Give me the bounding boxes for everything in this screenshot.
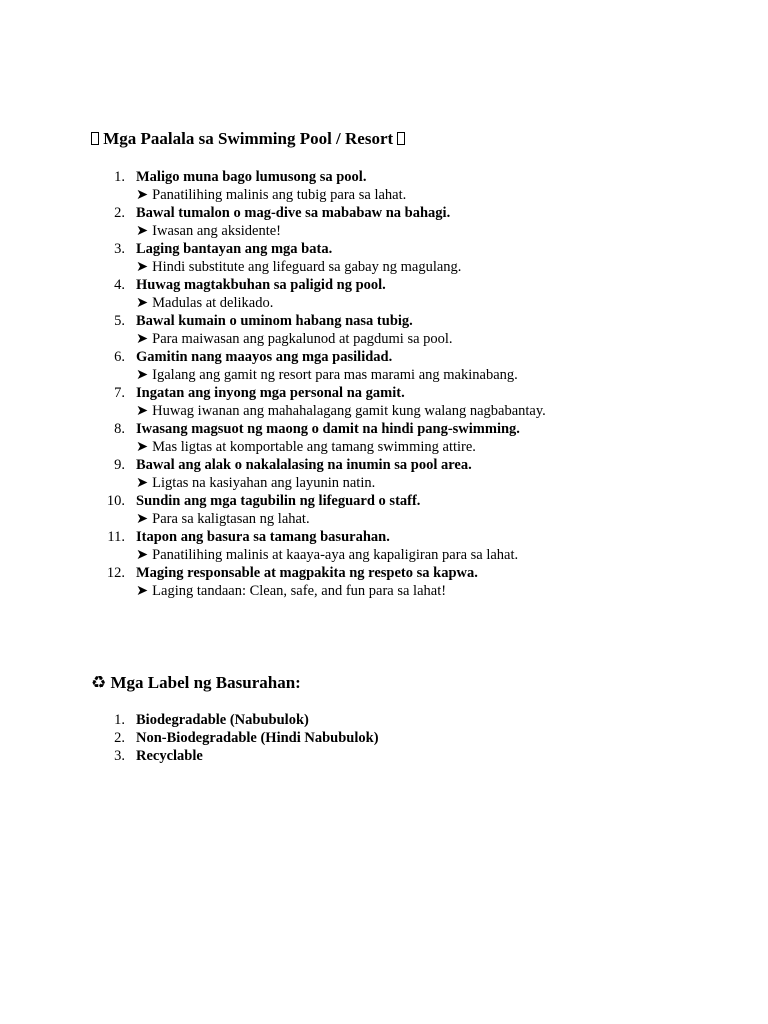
rule-note: [136, 474, 546, 492]
list-number: 12.: [106, 565, 125, 581]
rule-note-text: Hindi substitute ang lifeguard sa gabay ng magulang.: [152, 259, 462, 275]
list-item: [0, 240, 546, 276]
rule-note: [136, 258, 546, 276]
list-item: [0, 456, 546, 492]
list-number: 5.: [114, 313, 125, 329]
list-item: [0, 204, 546, 240]
rule-title: Gamitin nang maayos ang mga pasilidad.: [136, 349, 393, 365]
list-number: 7.: [114, 385, 125, 401]
rule-note: [136, 186, 546, 204]
rule-note-text: Para sa kaligtasan ng lahat.: [152, 511, 310, 527]
missing-glyph-icon: [91, 132, 99, 145]
arrow-icon: ➤: [136, 367, 149, 383]
arrow-icon: ➤: [136, 259, 149, 275]
rule-note: [136, 366, 546, 384]
rule-title: Sundin ang mga tagubilin ng lifeguard o staff.: [136, 493, 421, 509]
list-item: [0, 492, 546, 528]
recycle-icon: ♻: [91, 673, 107, 692]
list-item: [0, 276, 546, 312]
rule-note: [136, 582, 546, 600]
arrow-icon: ➤: [136, 439, 149, 455]
list-number: 9.: [114, 457, 125, 473]
rules-heading: [91, 129, 405, 149]
rule-note-text: Laging tandaan: Clean, safe, and fun para sa lahat!: [152, 583, 447, 599]
list-item: [0, 747, 379, 765]
list-number: 2.: [114, 730, 125, 746]
arrow-icon: ➤: [136, 547, 149, 563]
labels-title: Mga Label ng Basurahan:: [110, 673, 301, 692]
list-item: [0, 528, 546, 564]
list-item: [0, 420, 546, 456]
label-title: Non-Biodegradable (Hindi Nabubulok): [136, 730, 379, 746]
list-item: [0, 729, 379, 747]
list-number: 10.: [106, 493, 125, 509]
rule-title: Maligo muna bago lumusong sa pool.: [136, 169, 367, 185]
rule-note-text: Para maiwasan ang pagkalunod at pagdumi sa pool.: [152, 331, 453, 347]
list-number: 3.: [114, 241, 125, 257]
arrow-icon: ➤: [136, 475, 149, 491]
list-item: [0, 564, 546, 600]
rule-note-text: Igalang ang gamit ng resort para mas marami ang makinabang.: [152, 367, 518, 383]
rule-note-text: Mas ligtas at komportable ang tamang swimming attire.: [152, 439, 476, 455]
rule-title: Laging bantayan ang mga bata.: [136, 241, 333, 257]
label-title: Biodegradable (Nabubulok): [136, 712, 309, 728]
list-item: [0, 348, 546, 384]
list-number: 1.: [114, 169, 125, 185]
arrow-icon: ➤: [136, 403, 149, 419]
rule-note: [136, 546, 546, 564]
rule-note-text: Ligtas na kasiyahan ang layunin natin.: [152, 475, 376, 491]
arrow-icon: ➤: [136, 187, 149, 203]
labels-list: [0, 711, 379, 765]
rule-title: Bawal kumain o uminom habang nasa tubig.: [136, 313, 413, 329]
arrow-icon: ➤: [136, 295, 149, 311]
arrow-icon: ➤: [136, 331, 149, 347]
rule-title: Huwag magtakbuhan sa paligid ng pool.: [136, 277, 386, 293]
rule-title: Bawal ang alak o nakalalasing na inumin sa pool area.: [136, 457, 472, 473]
rule-note-text: Huwag iwanan ang mahahalagang gamit kung walang nagbabantay.: [152, 403, 546, 419]
rule-note-text: Iwasan ang aksidente!: [152, 223, 281, 239]
rule-title: Maging responsable at magpakita ng respeto sa kapwa.: [136, 565, 478, 581]
rule-note: [136, 294, 546, 312]
rules-title: Mga Paalala sa Swimming Pool / Resort: [103, 129, 394, 148]
list-item: [0, 312, 546, 348]
missing-glyph-icon: [397, 132, 405, 145]
rule-note: [136, 510, 546, 528]
list-number: 6.: [114, 349, 125, 365]
list-number: 1.: [114, 712, 125, 728]
list-item: [0, 711, 379, 729]
rules-list: [0, 168, 546, 600]
rule-note-text: Panatilihing malinis ang tubig para sa lahat.: [152, 187, 407, 203]
list-number: 4.: [114, 277, 125, 293]
list-item: [0, 168, 546, 204]
arrow-icon: ➤: [136, 511, 149, 527]
label-title: Recyclable: [136, 748, 203, 764]
rule-title: Ingatan ang inyong mga personal na gamit.: [136, 385, 405, 401]
rule-note: [136, 330, 546, 348]
rule-note: [136, 222, 546, 240]
list-number: 3.: [114, 748, 125, 764]
rule-title: Bawal tumalon o mag-dive sa mababaw na bahagi.: [136, 205, 451, 221]
arrow-icon: ➤: [136, 583, 149, 599]
rule-note-text: Panatilihing malinis at kaaya-aya ang kapaligiran para sa lahat.: [152, 547, 519, 563]
rule-note-text: Madulas at delikado.: [152, 295, 274, 311]
list-number: 8.: [114, 421, 125, 437]
arrow-icon: ➤: [136, 223, 149, 239]
labels-heading: [91, 673, 301, 693]
rule-title: Iwasang magsuot ng maong o damit na hindi pang-swimming.: [136, 421, 520, 437]
list-item: [0, 384, 546, 420]
rule-note: [136, 402, 546, 420]
rule-note: [136, 438, 546, 456]
list-number: 2.: [114, 205, 125, 221]
rule-title: Itapon ang basura sa tamang basurahan.: [136, 529, 390, 545]
list-number: 11.: [107, 529, 125, 545]
